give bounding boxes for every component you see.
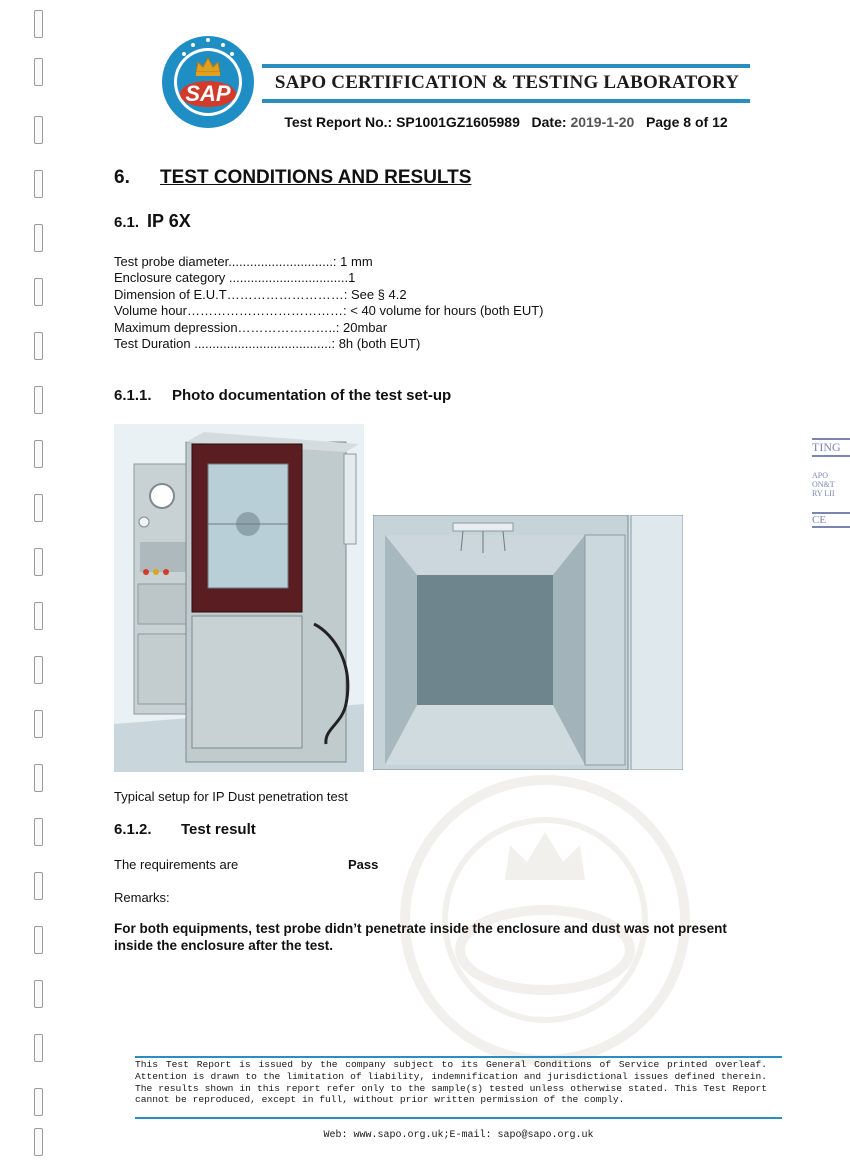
param-row: Dimension of E.U.T………………………: See § 4.2 [114, 286, 407, 302]
report-no-label: Test Report No.: [284, 114, 393, 130]
logo-text: SAP [185, 81, 231, 106]
side-stamp: TING APO ON&T RY LII CE [812, 438, 850, 548]
subsection-number: 6.1. [114, 214, 140, 231]
test-chamber-photo [114, 424, 364, 772]
photo-section-title [114, 387, 451, 404]
lab-name: SAPO CERTIFICATION & TESTING LABORATORY [274, 72, 740, 93]
report-header [0, 0, 850, 150]
param-row: Enclosure category .................................1 [114, 270, 356, 286]
header-rule-bottom [262, 99, 750, 103]
param-row: Test probe diameter.............................: 1 mm [114, 254, 373, 269]
param-row: Volume hour………………………………: < 40 volume for hours (both EUT) [114, 303, 544, 319]
report-info-line [262, 114, 750, 130]
sapo-logo [160, 34, 256, 130]
result-pass: Pass [348, 857, 379, 872]
watermark-seal [395, 770, 695, 1070]
footer-disclaimer: This Test Report is issued by the company subject to its General Conditions of Service printed overleaf. Attention is drawn to the limitation of liability, indemnification and jurisdictional issues defined therein. The results shown in this report refer only to the sample(s) tested unless otherwise stated. This Test Report cannot be reproduced, except in full, without prior written permission of the comply. [135, 1059, 767, 1106]
photo-caption: Typical setup for IP Dust penetration test [114, 789, 348, 804]
report-no: SP1001GZ1605989 [396, 114, 520, 130]
remarks-text: For both equipments, test probe didn’t penetrate inside the enclosure and dust was not present inside the enclosure after the test. [114, 921, 727, 953]
result-section-title [114, 821, 256, 838]
footer-rule-top [135, 1056, 782, 1058]
section-title [114, 167, 471, 189]
test-parameters [114, 254, 544, 352]
subsection-title [114, 211, 191, 232]
header-rule-top [262, 64, 750, 68]
section-heading: TEST CONDITIONS AND RESULTS [160, 167, 472, 188]
chamber-interior-photo [373, 515, 683, 770]
result-section-heading: Test result [181, 821, 256, 838]
page-number: Page 8 of 12 [645, 114, 728, 130]
footer-contact: Web: www.sapo.org.uk;E-mail: sapo@sapo.org.uk [323, 1130, 594, 1141]
date-label: Date: [531, 114, 567, 130]
remarks-label: Remarks: [114, 890, 170, 905]
section-number: 6. [114, 167, 130, 188]
report-date: 2019-1-20 [570, 114, 635, 130]
footer-rule-bottom [135, 1117, 782, 1119]
param-row: Test Duration ......................................: 8h (both EUT) [114, 336, 421, 352]
photo-section-heading: Photo documentation of the test set-up [172, 387, 452, 404]
param-row: Maximum depression…………………..: 20mbar [114, 319, 388, 335]
binder-holes [34, 10, 46, 1160]
subsection-heading: IP 6X [147, 211, 191, 231]
photo-section-number: 6.1.1. [114, 387, 152, 404]
requirements-label: The requirements are [114, 857, 239, 872]
result-section-number: 6.1.2. [114, 821, 152, 838]
